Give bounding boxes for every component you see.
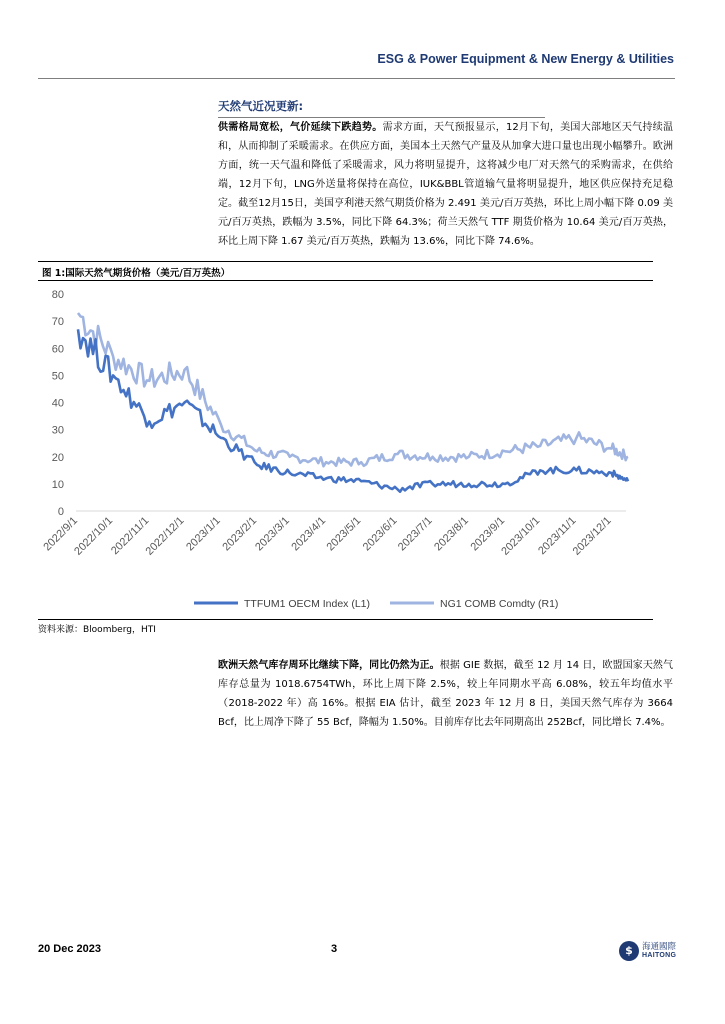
section-title: 天然气近况更新: bbox=[218, 99, 304, 113]
x-tick-label: 2023/11/1 bbox=[536, 514, 579, 558]
x-tick-label: 2023/4/1 bbox=[289, 514, 329, 554]
paragraph-body: 根据 GIE 数据，截至 12 月 14 日，欧盟国家天然气库存总量为 1018.6754TWh，环比上周下降 2.5%，较上年同期水平高 6.08%，较五年均值水平（2018-2022 年）高 16%。根据 EIA 估计，截至 2023 年 12 月 8 日，美国天然气库存为 3664 Bcf，比上周净下降了 55 Bcf，降幅为 1.50%。目前库存比去年同期高出 252Bcf，同比增长 7.4%。 bbox=[218, 660, 673, 728]
y-tick-label: 70 bbox=[51, 316, 64, 329]
y-tick-label: 20 bbox=[51, 451, 64, 464]
x-tick-label: 2023/8/1 bbox=[432, 514, 471, 554]
header-divider bbox=[38, 78, 675, 79]
chart-legend bbox=[194, 598, 558, 610]
x-tick-label: 2022/10/1 bbox=[72, 514, 116, 558]
chart-series bbox=[78, 313, 628, 492]
y-tick-label: 80 bbox=[51, 289, 64, 301]
footer-date: 20 Dec 2023 bbox=[38, 943, 101, 955]
x-tick-label: 2022/12/1 bbox=[143, 514, 187, 558]
logo-english-text: HAITONG bbox=[642, 952, 677, 959]
y-axis bbox=[52, 289, 64, 518]
figure-title: 图 1:国际天然气期货价格（美元/百万英热） bbox=[42, 268, 231, 279]
paragraph-gas-storage bbox=[218, 656, 673, 732]
page-number: 3 bbox=[331, 943, 338, 955]
x-tick-label: 2023/6/1 bbox=[360, 514, 400, 554]
logo-mark-icon: $ bbox=[619, 941, 639, 961]
y-tick-label: 30 bbox=[51, 424, 64, 437]
paragraph-lead: 供需格局宽松，气价延续下跌趋势。 bbox=[218, 122, 383, 133]
y-tick-label: 10 bbox=[51, 478, 64, 491]
y-tick-label: 40 bbox=[51, 397, 64, 410]
legend-label: TTFUM1 OECM Index (L1) bbox=[244, 598, 371, 610]
x-tick-label: 2023/2/1 bbox=[220, 514, 260, 554]
x-tick-label: 2023/3/1 bbox=[253, 514, 292, 554]
legend-label: NG1 COMB Comdty (R1) bbox=[440, 598, 559, 610]
haitong-logo bbox=[619, 939, 679, 967]
paragraph-lead: 欧洲天然气库存周环比继续下降，同比仍然为正。 bbox=[218, 660, 440, 671]
x-tick-label: 2023/7/1 bbox=[395, 514, 435, 554]
report-header-title: ESG & Power Equipment & New Energy & Utilities bbox=[377, 52, 674, 66]
y-tick-label: 60 bbox=[51, 343, 64, 356]
x-tick-label: 2023/12/1 bbox=[570, 514, 614, 558]
paragraph-body: 需求方面，天气预报显示，12月下旬，美国大部地区天气持续温和，从而抑制了采暖需求。在供应方面，美国本土天然气产量及从加拿大进口量也出现小幅攀升。欧洲方面，统一天气温和降低了采暖需求，风力将明显提升，这将减少电厂对天然气的采购需求，在供给端，12月下旬，LNG外送量将保持在高位，IUK&BBL管道输气量将明显提升，地区供应保持充足稳定。截至12月15日，美国亨利港天然气期货价格为 2.491 美元/百万英热，环比上周小幅下降 0.09 美元/百万英热，跌幅为 3.5%，同比下降 64.3%；荷兰天然气 TTF 期货价格为 10.64 美元/百万英热，环比上周下降 1.67 美元/百万英热，跌幅为 13.6%，同比下降 74.6%。 bbox=[218, 122, 674, 247]
x-tick-label: 2023/5/1 bbox=[324, 514, 364, 554]
x-tick-label: 2022/9/1 bbox=[41, 514, 81, 554]
paragraph-gas-price bbox=[218, 118, 673, 251]
y-tick-label: 50 bbox=[51, 370, 64, 383]
logo-chinese-text: 海通國際 bbox=[642, 942, 677, 952]
x-tick-label: 2022/11/1 bbox=[108, 514, 152, 558]
series-line bbox=[78, 329, 628, 491]
figure-title-rule bbox=[38, 280, 653, 281]
figure-source: 资料来源：Bloomberg，HTI bbox=[38, 625, 156, 635]
x-tick-label: 2023/1/1 bbox=[184, 514, 223, 554]
x-axis bbox=[41, 515, 613, 558]
series-line bbox=[78, 313, 628, 466]
x-tick-label: 2023/10/1 bbox=[499, 514, 543, 558]
gas-futures-chart bbox=[38, 282, 638, 617]
figure-bottom-rule bbox=[38, 619, 653, 620]
figure-top-rule bbox=[38, 261, 653, 262]
x-tick-label: 2023/9/1 bbox=[468, 514, 508, 554]
y-tick-label: 0 bbox=[57, 506, 64, 518]
